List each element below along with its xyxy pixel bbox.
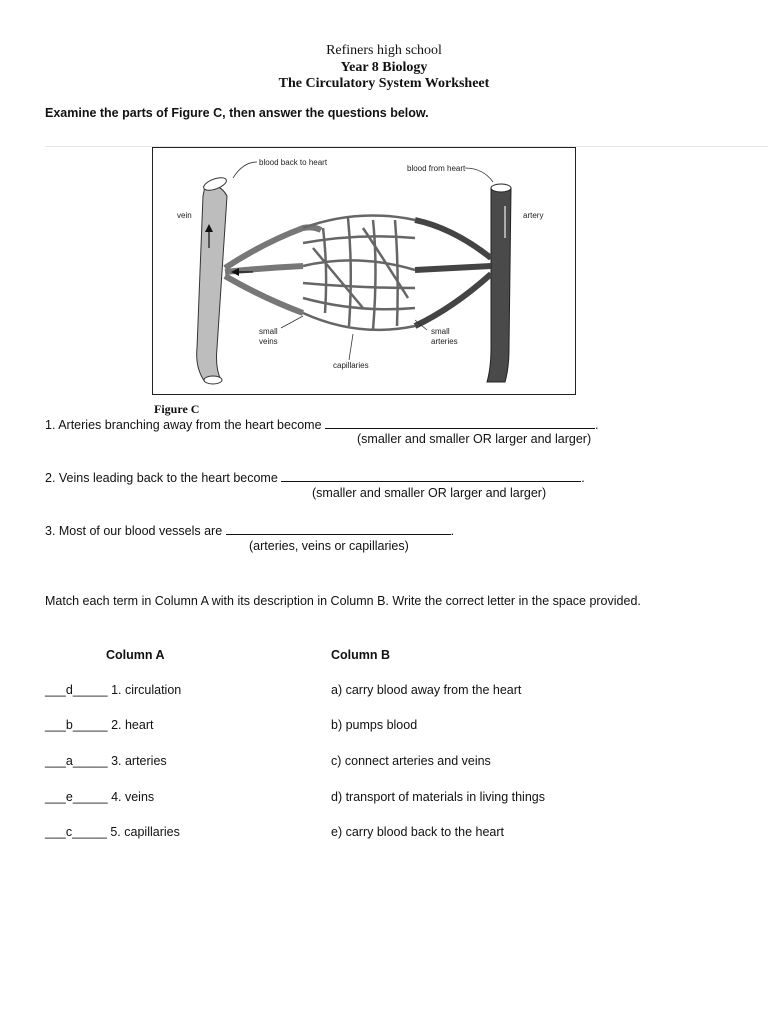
label-vein: vein bbox=[177, 211, 192, 220]
match-row bbox=[45, 754, 167, 768]
blank-post: _____ bbox=[72, 754, 108, 768]
label-capillaries: capillaries bbox=[333, 361, 369, 370]
blank-pre: ___ bbox=[45, 683, 66, 697]
answer-letter: b bbox=[65, 718, 73, 732]
question-2-end: . bbox=[581, 471, 585, 485]
blank-post: _____ bbox=[72, 825, 107, 839]
label-small-veins-2: veins bbox=[259, 337, 278, 346]
label-small-veins-1: small bbox=[259, 327, 278, 336]
blank-pre: ___ bbox=[45, 790, 66, 804]
label-blood-from: blood from heart bbox=[407, 164, 466, 173]
answer-blank-3[interactable] bbox=[226, 521, 451, 535]
matching-instruction: Match each term in Column A with its description in Column B. Write the correct letter in the space provided. bbox=[45, 594, 641, 608]
label-artery: artery bbox=[523, 211, 544, 220]
answer-blank-2[interactable] bbox=[281, 468, 581, 482]
answer-slot-5[interactable] bbox=[45, 825, 107, 839]
blank-post: _____ bbox=[72, 790, 108, 804]
question-3-text: 3. Most of our blood vessels are bbox=[45, 524, 223, 538]
term: 5. capillaries bbox=[110, 825, 180, 839]
match-row bbox=[45, 683, 181, 697]
answer-letter: e bbox=[65, 790, 73, 804]
course-title: Year 8 Biology bbox=[340, 60, 428, 75]
answer-slot-4[interactable] bbox=[45, 790, 108, 804]
question-1-end: . bbox=[595, 418, 599, 432]
blank-pre: ___ bbox=[45, 718, 66, 732]
match-row bbox=[45, 718, 153, 732]
answer-slot-3[interactable] bbox=[45, 754, 108, 768]
instruction: Examine the parts of Figure C, then answer the questions below. bbox=[45, 106, 429, 120]
vein-shape bbox=[197, 184, 227, 382]
question-1 bbox=[45, 415, 599, 432]
blank-post: _____ bbox=[72, 683, 108, 697]
term: 1. circulation bbox=[111, 683, 182, 697]
column-b-title: Column B bbox=[331, 648, 391, 662]
question-3-end: . bbox=[450, 524, 455, 538]
answer-blank-1[interactable] bbox=[325, 415, 595, 429]
column-a-title: Column A bbox=[106, 648, 165, 662]
description: a) carry blood away from the heart bbox=[331, 683, 522, 697]
answer-letter: a bbox=[65, 754, 73, 768]
artery-shape bbox=[487, 188, 511, 382]
term: 3. arteries bbox=[111, 754, 167, 768]
blank-pre: ___ bbox=[45, 754, 66, 768]
term: 4. veins bbox=[111, 790, 155, 804]
match-row bbox=[45, 825, 180, 839]
question-1-hint: (smaller and smaller OR larger and larger) bbox=[357, 432, 592, 446]
question-2-text: 2. Veins leading back to the heart become bbox=[45, 471, 278, 485]
question-1-text: 1. Arteries branching away from the heart become bbox=[45, 418, 322, 432]
question-2-hint: (smaller and smaller OR larger and larger) bbox=[312, 486, 547, 500]
question-2 bbox=[45, 468, 585, 485]
figure-caption: Figure C bbox=[154, 402, 200, 416]
worksheet-title: The Circulatory System Worksheet bbox=[278, 76, 490, 91]
description: d) transport of materials in living things bbox=[331, 790, 545, 804]
capillary-network-diagram bbox=[153, 148, 575, 394]
match-row bbox=[45, 790, 154, 804]
label-blood-back: blood back to heart bbox=[259, 158, 328, 167]
answer-slot-1[interactable] bbox=[45, 683, 108, 697]
description: c) connect arteries and veins bbox=[331, 754, 491, 768]
description: b) pumps blood bbox=[331, 718, 418, 732]
blank-post: _____ bbox=[72, 718, 108, 732]
description: e) carry blood back to the heart bbox=[331, 825, 505, 839]
school-name: Refiners high school bbox=[326, 43, 442, 58]
answer-letter: d bbox=[65, 683, 73, 697]
label-small-arteries-1: small bbox=[431, 327, 450, 336]
term: 2. heart bbox=[111, 718, 154, 732]
question-3-hint: (arteries, veins or capillaries) bbox=[249, 539, 409, 553]
question-3 bbox=[45, 521, 454, 538]
label-small-arteries-2: arteries bbox=[431, 337, 458, 346]
answer-letter: c bbox=[65, 825, 73, 839]
answer-slot-2[interactable] bbox=[45, 718, 108, 732]
blank-pre: ___ bbox=[45, 825, 66, 839]
figure-c bbox=[152, 147, 576, 395]
